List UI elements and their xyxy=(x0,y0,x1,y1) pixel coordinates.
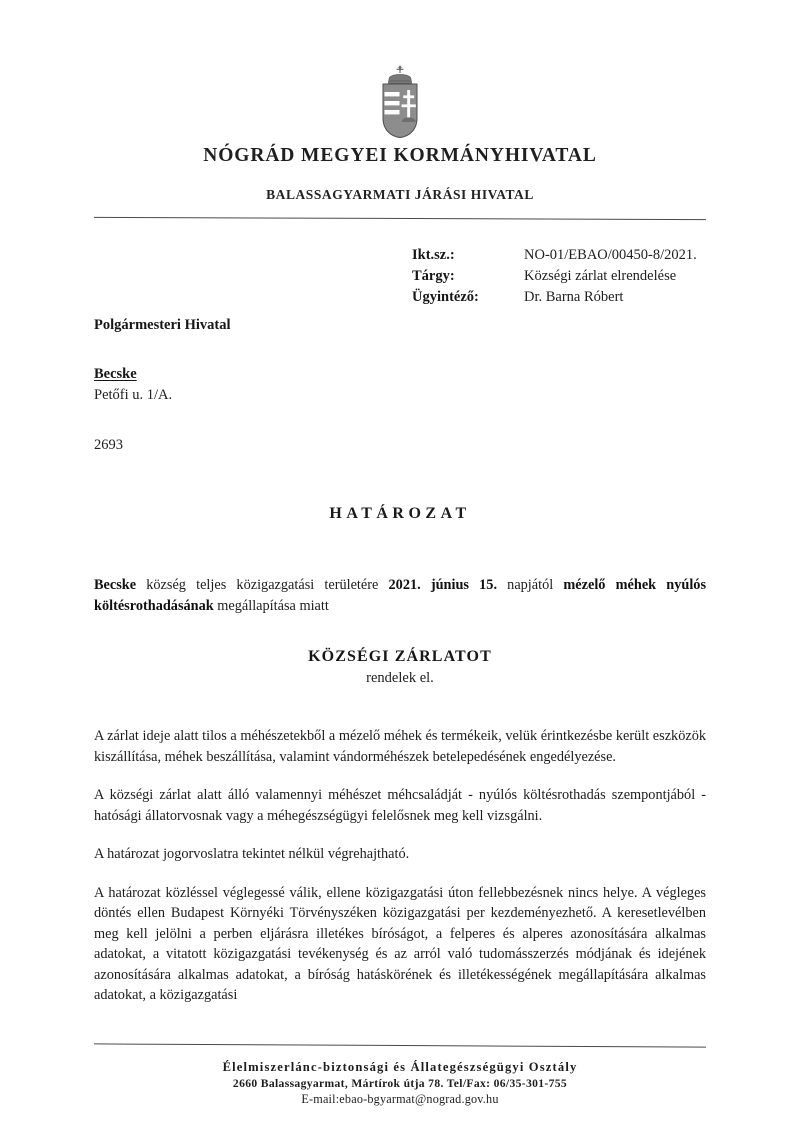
intro-disease: mézelő méhek nyúlós költésrothadásának xyxy=(94,577,707,614)
intro-effective-date: 2021. június 15. xyxy=(388,577,498,593)
intro-text-2: napjától xyxy=(497,577,564,593)
intro-text-1: község teljes közigazgatási területére xyxy=(136,577,389,593)
organization-title: NÓGRÁD MEGYEI KORMÁNYHIVATAL xyxy=(203,145,597,166)
header-divider xyxy=(94,217,706,220)
footer-divider xyxy=(94,1043,706,1047)
addressee-street: Petőfi u. 1/A. xyxy=(94,387,173,403)
reference-row-subject xyxy=(412,266,697,287)
order-block xyxy=(0,648,800,687)
reference-row-case-number xyxy=(412,245,697,266)
coat-of-arms-container xyxy=(0,62,800,140)
reference-block xyxy=(412,245,697,308)
footer-address: 2660 Balassagyarmat, Mártírok útja 78. Tel/Fax: 06/35-301-755 xyxy=(232,1077,568,1090)
body-paragraph-1: A zárlat ideje alatt tilos a méhészetekből a mézelő méhek és termékeik, velük érintkezésbe került eszközök kiszállítása, méhek beszállítása, valamint vándorméhészek betelepedésének engedélyezése. xyxy=(94,728,706,765)
intro-text-3: megállapítása miatt xyxy=(213,597,329,614)
body-paragraph-2: A községi zárlat alatt álló valamennyi méhészet méhcsaládját - nyúlós költésrothadás szempontjából - hatósági állatorvosnak vagy a méhegészségügyi felelősnek meg kell vizsgálni. xyxy=(94,787,706,824)
decision-intro-paragraph xyxy=(94,575,706,616)
body-paragraph-3: A határozat jogorvoslatra tekintet nélkül végrehajtható. xyxy=(94,846,410,862)
body-paragraph-4: A határozat közléssel véglegessé válik, ellene közigazgatási úton fellebbezésnek nincs helye. A végleges döntés ellen Budapest Környéki Törvényszéken közigazgatási per kezdeményezhető. A keresetlevélben meg kell jelölni a perben eljárásra illetékes bíróságot, a felperes és alperes azonosítására alkalmas adatokat, a vitatott közigazgatási tevékenység és az arról való tudomásszerzés módjának és idejének azonosítására alkalmas adatokat, a bíróság hatáskörének és illetékességének megállapítására alkalmas adatokat, a közigazgatási xyxy=(94,884,706,1003)
addressee-block xyxy=(94,315,231,456)
intro-town: Becske xyxy=(94,577,137,593)
case-officer-value: Dr. Barna Róbert xyxy=(524,289,624,305)
decision-intro xyxy=(94,575,706,616)
hungarian-coat-of-arms-icon xyxy=(374,62,426,140)
case-officer-label: Ügyintéző: xyxy=(412,289,479,305)
order-title: KÖZSÉGI ZÁRLATOT xyxy=(308,648,492,665)
reference-row-case-officer xyxy=(412,287,697,308)
case-number-label: Ikt.sz.: xyxy=(412,247,455,263)
case-number-value: NO-01/EBAO/00450-8/2021. xyxy=(524,247,697,263)
subject-label: Tárgy: xyxy=(412,268,455,284)
addressee-postal-code: 2693 xyxy=(94,437,123,453)
addressee-office: Polgármesteri Hivatal xyxy=(94,317,231,333)
footer-department: Élelmiszerlánc-biztonsági és Állategészségügyi Osztály xyxy=(222,1060,578,1074)
decision-heading: HATÁROZAT xyxy=(329,505,471,522)
subject-value: Községi zárlat elrendelése xyxy=(524,268,677,284)
footer-block xyxy=(0,1060,800,1107)
decision-body xyxy=(94,726,706,1006)
addressee-town: Becske xyxy=(94,366,137,382)
district-office-title: BALASSAGYARMATI JÁRÁSI HIVATAL xyxy=(266,187,534,202)
order-subtitle: rendelek el. xyxy=(366,670,434,686)
footer-email: E-mail:ebao-bgyarmat@nograd.gov.hu xyxy=(301,1092,499,1106)
